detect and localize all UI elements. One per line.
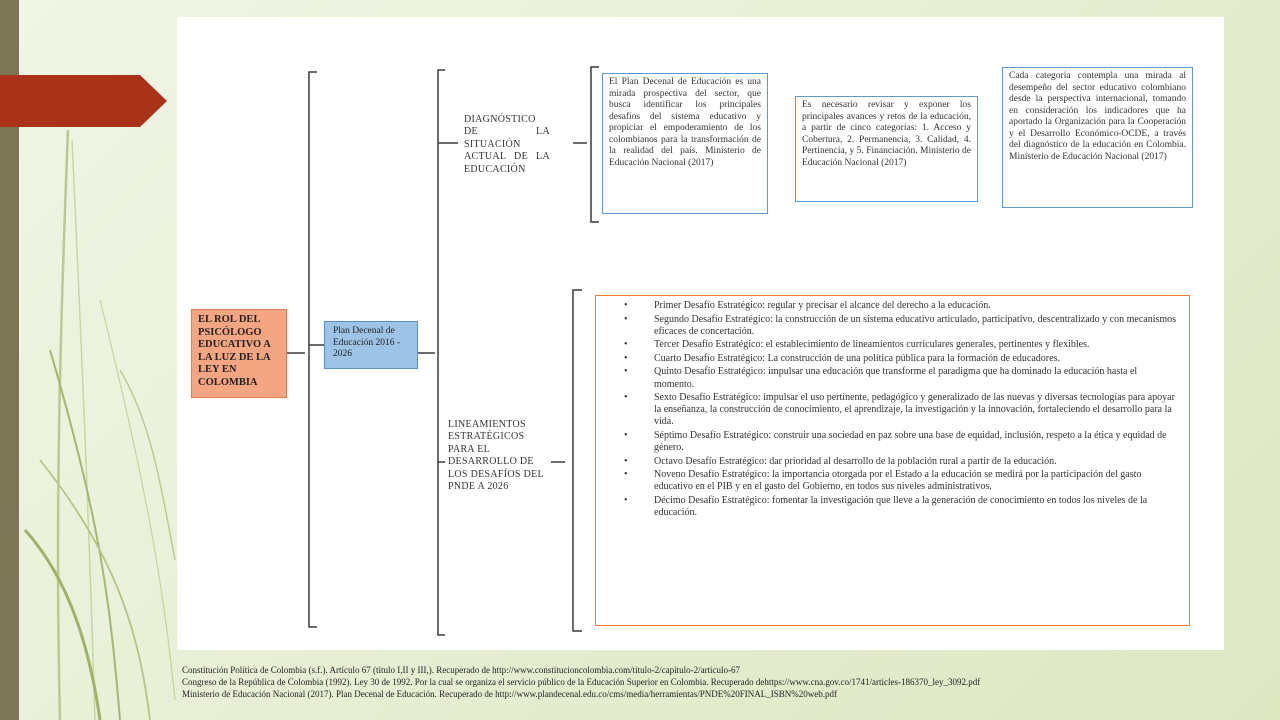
bullet-icon: •	[624, 494, 628, 506]
bullet-icon: •	[624, 339, 628, 351]
list-item	[622, 456, 1179, 468]
list-item	[622, 430, 1179, 454]
red-arrow-banner	[0, 75, 167, 127]
challenge-text: Quinto Desafío Estratégico: impulsar una educación que transforme el paradigma que ha dominado la educación hasta el momento.	[654, 366, 1138, 390]
challenge-text: Séptimo Desafío Estratégico: construir una sociedad en paz sobre una base de equidad, inclusión, respeto a la ética y equidad de género.	[654, 429, 1167, 454]
bullet-icon: •	[624, 313, 628, 325]
reference-line: Ministerio de Educación Nacional (2017). Plan Decenal de Educación. Recuperado de http://www.plandecenal.edu.co/cms/media/herramientas/PNDE%20FINAL_ISBN%20web.pdf	[182, 689, 837, 699]
plan-decenal-node: Plan Decenal de Educación 2016 - 2026	[324, 321, 418, 369]
list-item	[622, 469, 1179, 493]
reference-line: Congreso de la República de Colombia (1992). Ley 30 de 1992. Por la cual se organiza el servicio público de la Educación Superior en Colombia. Recuperado dehttps://www.cna.gov.co/1741/articles-186370_ley_3092.pdf	[182, 677, 981, 687]
challenge-text: Sexto Desafío Estratégico: impulsar el uso pertinente, pedagógico y generalizado de las nuevas y diversas tecnologías para apoyar la enseñanza, la construcción de conocimiento, el aprendizaje, la investigación y la innovación, fortaleciendo el desarrollo para la vida.	[654, 392, 1175, 428]
bullet-icon: •	[624, 455, 628, 467]
challenge-list	[622, 300, 1179, 519]
list-item	[622, 339, 1179, 351]
list-item	[622, 300, 1179, 312]
challenge-text: Noveno Desafío Estratégico: la importancia otorgada por el Estado a la educación se medirá por la participación del gasto educativo en el PIB y en el gasto del Gobierno, en todos sus niveles administrativos.	[654, 469, 1142, 493]
list-item	[622, 495, 1179, 519]
diagnostico-branch-label: DIAGNÓSTICO DE LA SITUACIÓN ACTUAL DE LA EDUCACIÓN	[464, 114, 550, 175]
categories-description-box: Es necesario revisar y exponer los principales avances y retos de la educación, a partir de cinco categorías: 1. Acceso y Cobertura, 2. Permanencia, 3. Calidad, 4. Pertinencia, y 5. Financiación. Ministerio de Educación Nacional (2017)	[795, 96, 978, 202]
ocde-perspective-box: Cada categoría contempla una mirada al desempeño del sector educativo colombiano desde la perspectiva internacional, tomando en consideración los indicadores que ha aportado la Organización para la Cooperación y el Desarrollo Económico-OCDE, a través del diagnóstico de la educación en Colombia. Ministerio de Educación Nacional (2017)	[1002, 67, 1193, 208]
bullet-icon: •	[624, 352, 628, 364]
reference-line: Constitución Política de Colombia (s.f.). Artículo 67 (titulo I,II y III,). Recuperado de http://www.constitucioncolombia.com/titulo-2/capitulo-2/articulo-67	[182, 665, 741, 675]
bullet-icon: •	[624, 366, 628, 378]
challenge-text: Octavo Desafío Estratégico: dar prioridad al desarrollo de la población rural a partir de la educación.	[654, 455, 1057, 467]
diagram-canvas	[177, 17, 1224, 650]
challenge-text: Primer Desafío Estratégico: regular y precisar el alcance del derecho a la educación.	[654, 300, 991, 311]
references-block	[182, 664, 1272, 700]
root-node-box: EL ROL DEL PSICÓLOGO EDUCATIVO A LA LUZ DE LA LEY EN COLOMBIA	[191, 309, 287, 398]
bullet-icon: •	[624, 392, 628, 404]
list-item	[622, 392, 1179, 428]
lineamientos-branch-label: LINEAMIENTOS ESTRATÉGICOS PARA EL DESARROLLO DE LOS DESAFÍOS DEL PNDE A 2026	[448, 419, 544, 493]
challenge-text: Segundo Desafío Estratégico: la construcción de un sistema educativo articulado, participativo, descentralizado y con mecanismos eficaces de concertación.	[654, 313, 1177, 337]
list-item	[622, 353, 1179, 365]
bullet-icon: •	[624, 300, 628, 311]
plan-decenal-description-box: El Plan Decenal de Educación es una mirada prospectiva del sector, que busca identificar los principales desafíos del sistema educativo y propiciar el empoderamiento de los colombianos para la transformación de la realidad del país. Ministerio de Educación Nacional (2017)	[602, 73, 768, 214]
list-item	[622, 314, 1179, 338]
challenge-text: Tercer Desafío Estratégico: el establecimiento de lineamientos curriculares generales, pertinentes y flexibles.	[654, 339, 1090, 351]
list-item	[622, 366, 1179, 390]
strategic-challenges-box	[595, 295, 1190, 626]
bullet-icon: •	[624, 429, 628, 441]
challenge-text: Décimo Desafío Estratégico: fomentar la investigación que lleve a la generación de conocimiento en todos los niveles de la educación.	[654, 494, 1148, 518]
bullet-icon: •	[624, 469, 628, 481]
challenge-text: Cuarto Desafío Estratégico: La construcción de una política pública para la formación de educadores.	[654, 352, 1060, 364]
